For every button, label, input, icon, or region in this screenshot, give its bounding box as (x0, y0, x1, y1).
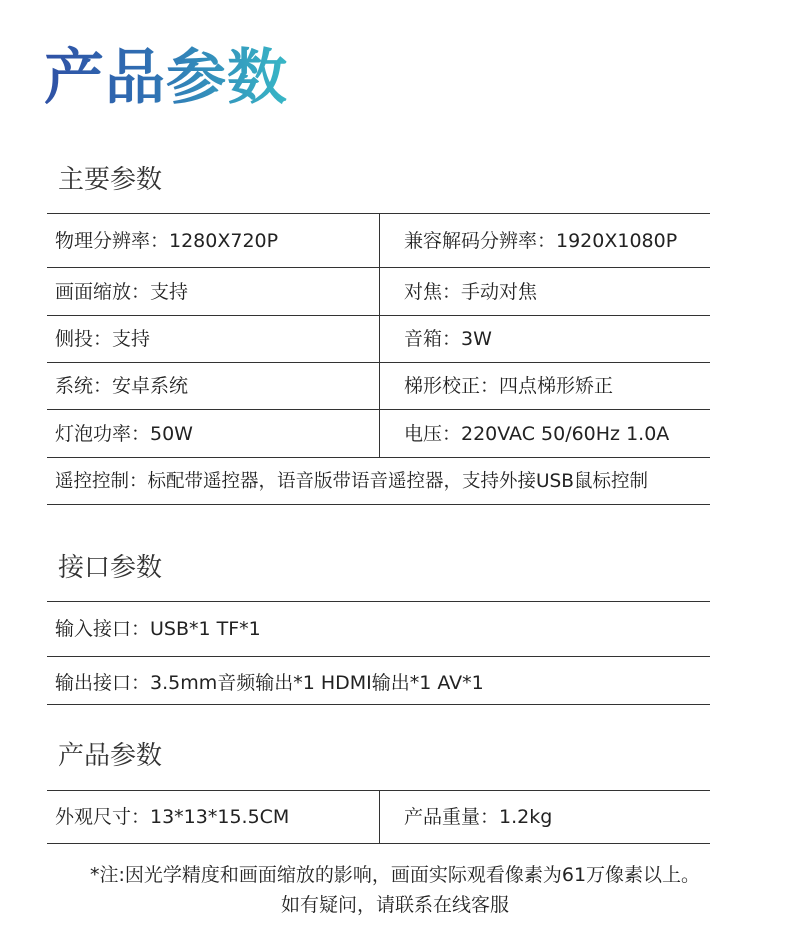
table-divider (47, 843, 710, 844)
spec-input-ports: 输入接口：USB*1 TF*1 (55, 618, 261, 640)
spec-remote-control: 遥控控制：标配带遥控器，语音版带语音遥控器，支持外接USB鼠标控制 (55, 471, 648, 492)
spec-system: 系统：安卓系统 (55, 375, 189, 397)
spec-lamp-power: 灯泡功率：50W (55, 423, 193, 445)
spec-focus: 对焦：手动对焦 (404, 281, 538, 303)
spec-side-projection: 侧投：支持 (55, 328, 151, 350)
spec-keystone: 梯形校正：四点梯形矫正 (404, 375, 614, 397)
spec-native-resolution: 物理分辨率：1280X720P (55, 230, 279, 252)
spec-zoom: 画面缩放：支持 (55, 281, 189, 303)
product-params-heading: 产品参数 (58, 741, 163, 771)
table-column-divider (379, 790, 380, 843)
main-params-heading: 主要参数 (58, 165, 163, 195)
spec-weight: 产品重量：1.2kg (404, 806, 553, 828)
spec-output-ports: 输出接口：3.5mm音频输出*1 HDMI输出*1 AV*1 (55, 672, 484, 694)
spec-voltage: 电压：220VAC 50/60Hz 1.0A (404, 423, 670, 445)
footnote-contact: 如有疑问，请联系在线客服 (280, 894, 509, 916)
table-column-divider (379, 213, 380, 457)
table-divider (47, 656, 710, 657)
spec-dimensions: 外观尺寸：13*13*15.5CM (55, 806, 290, 828)
spec-speaker: 音箱：3W (404, 328, 492, 350)
table-divider (47, 601, 710, 602)
table-divider (47, 504, 710, 505)
page-title: 产品参数 (44, 38, 288, 118)
table-divider (47, 704, 710, 705)
table-divider (47, 457, 710, 458)
footnote-pixels: *注:因光学精度和画面缩放的影响，画面实际观看像素为61万像素以上。 (89, 864, 701, 886)
interface-params-heading: 接口参数 (58, 553, 163, 583)
spec-decode-resolution: 兼容解码分辨率：1920X1080P (404, 230, 678, 252)
